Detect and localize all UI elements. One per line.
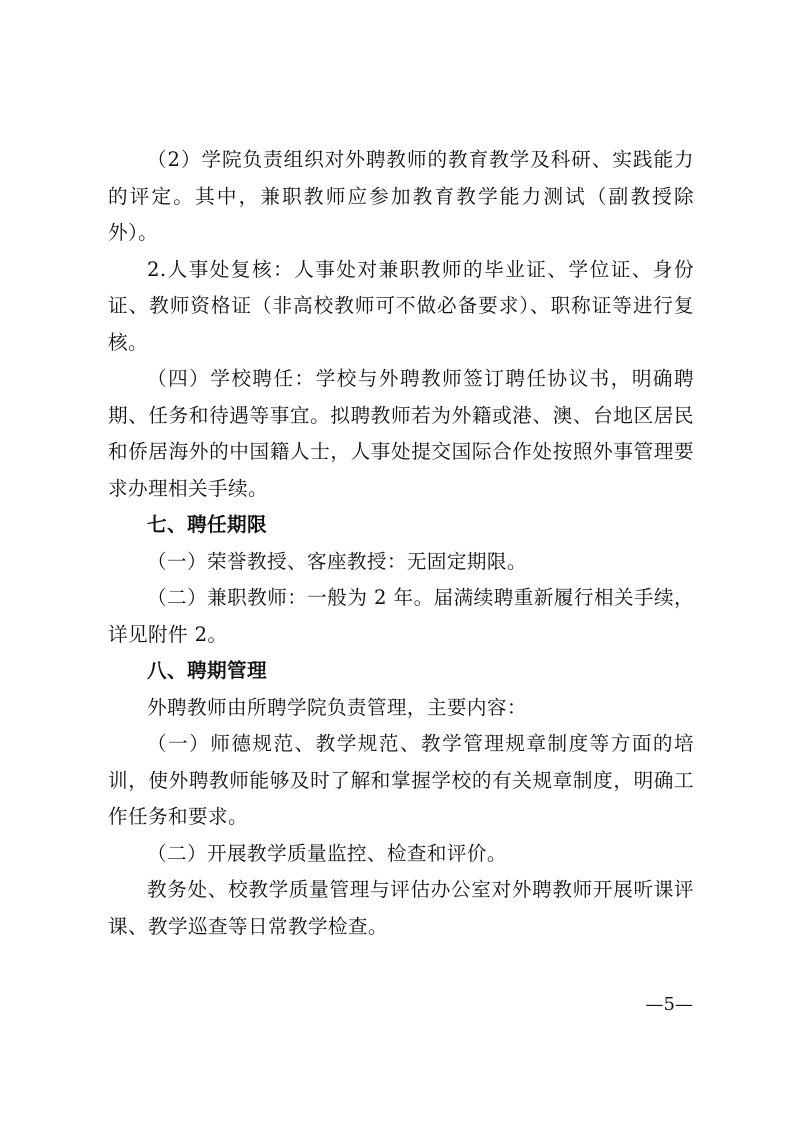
paragraph-honorary-term: （一）荣誉教授、客座教授：无固定期限。: [147, 549, 527, 573]
paragraph-quality-monitoring: （二）开展教学质量监控、检查和评价。: [147, 841, 507, 865]
paragraph-training: （一）师德规范、教学规范、教学管理规章制度等方面的培训，使外聘教师能够及时了解和掌握学校的有关规章制度，明确工作任务和要求。: [108, 732, 694, 828]
paragraph-college-evaluation: （2）学院负责组织对外聘教师的教育教学及科研、实践能力的评定。其中，兼职教师应参加教育教学能力测试（副教授除外）。: [108, 148, 694, 244]
page-number: —5—: [645, 994, 693, 1015]
paragraph-management-intro: 外聘教师由所聘学院负责管理，主要内容：: [147, 695, 527, 719]
paragraph-parttime-term: （二）兼职教师：一般为 2 年。届满续聘重新履行相关手续，详见附件 2。: [108, 586, 694, 646]
heading-term-management: 八、聘期管理: [147, 659, 267, 682]
paragraph-hr-review: 2.人事处复核：人事处对兼职教师的毕业证、学位证、身份证、教师资格证（非高校教师可不做必备要求）、职称证等进行复核。: [108, 257, 694, 354]
paragraph-school-appointment: （四）学校聘任：学校与外聘教师签订聘任协议书，明确聘期、任务和待遇等事宜。拟聘教师若为外籍或港、澳、台地区居民和侨居海外的中国籍人士，人事处提交国际合作处按照外事管理要求办理相关手续。: [108, 367, 694, 500]
paragraph-teaching-inspection: 教务处、校教学质量管理与评估办公室对外聘教师开展听课评课、教学巡查等日常教学检查。: [108, 878, 694, 938]
heading-appointment-term: 七、聘任期限: [147, 513, 267, 536]
document-body: [108, 142, 694, 945]
